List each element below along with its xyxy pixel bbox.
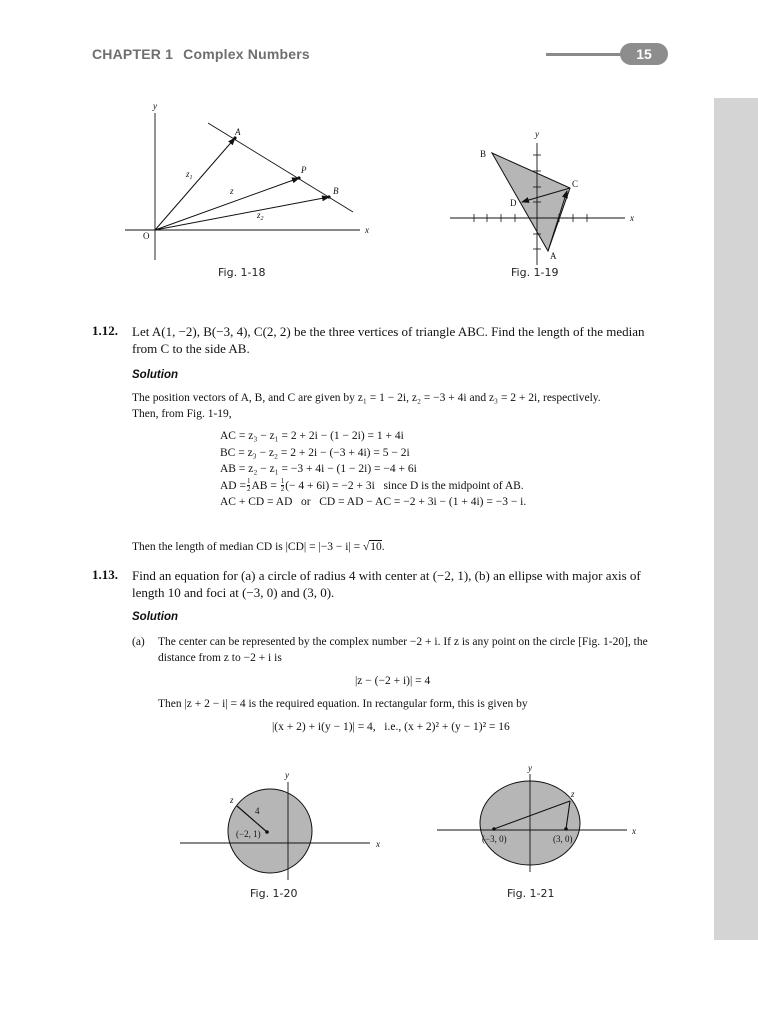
equation-ad: AD = $\frac{1}{2}$ AB = $\frac{1}{2}$ (− 4 + 6i) = −2 + 3i since D is the midpoint of AB. — [220, 477, 524, 494]
svg-text:y: y — [285, 770, 289, 780]
line-ab — [208, 123, 353, 212]
chapter-label: CHAPTER 1 — [92, 46, 174, 62]
side-thumb-tab — [714, 98, 758, 940]
svg-text:x: x — [376, 839, 380, 849]
solution-intro: The position vectors of A, B, and C are given by z₁ = 1 − 2i, z₂ = −3 + 4i and z₃ = 2 + 2i, respectively. Then, from Fig. 1-19, — [132, 392, 601, 420]
svg-text:(−3, 0): (−3, 0) — [482, 834, 507, 844]
fig-1-19-caption: Fig. 1-19 — [511, 266, 559, 279]
svg-text:A: A — [550, 251, 557, 261]
svg-text:(−2, 1): (−2, 1) — [236, 829, 261, 839]
part-a-label: (a) — [132, 636, 145, 648]
vector-z2 — [155, 197, 329, 230]
fig-1-21-caption: Fig. 1-21 — [507, 887, 555, 900]
svg-text:D: D — [510, 198, 517, 208]
part-a-text: The center can be represented by the complex number −2 + i. If z is any point on the circle [Fig. 1-20], the distance from z to −2 + i is — [158, 636, 648, 664]
figure-1-21 — [432, 762, 647, 877]
svg-text:x: x — [365, 225, 369, 235]
solution-label: Solution — [132, 369, 178, 381]
svg-text:x: x — [632, 826, 636, 836]
svg-text:z1: $z_1$ — [186, 169, 193, 181]
median-conclusion: Then the length of median CD is |CD| = |−3 − i| = √10. — [132, 541, 385, 553]
svg-text:B: B — [480, 149, 487, 159]
figure-1-20 — [175, 768, 385, 883]
problem-1-13-statement: Find an equation for (a) a circle of radius 4 with center at (−2, 1), (b) an ellipse with major axis of length 10 and foci at (−3, 0) and (3, 0). — [132, 568, 641, 600]
svg-text:P: P — [301, 165, 307, 175]
part-a-then: Then |z + 2 − i| = 4 is the required equation. In rectangular form, this is given by — [158, 698, 528, 710]
vector-z — [155, 178, 299, 230]
chapter-title: Complex Numbers — [183, 46, 310, 62]
svg-text:y: y — [535, 129, 539, 139]
fig-1-18-caption: Fig. 1-18 — [218, 266, 266, 279]
vector-z1 — [155, 138, 235, 230]
figure-1-19 — [440, 125, 650, 270]
running-header — [92, 46, 310, 62]
circle-rectangular-equation: |(x + 2) + i(y − 1)| = 4, i.e., (x + 2)² + (y − 1)² = 16 — [272, 721, 510, 733]
svg-text:A: A — [235, 127, 241, 137]
solution-label-2: Solution — [132, 611, 178, 623]
page-number: 15 — [620, 43, 668, 65]
svg-text:C: C — [572, 179, 579, 189]
svg-text:O: O — [143, 231, 150, 241]
problem-1-12-statement: Let A(1, −2), B(−3, 4), C(2, 2) be the three vertices of triangle ABC. Find the length of the median from C to the side AB. — [132, 324, 645, 356]
problem-1-12-number: 1.12. — [92, 323, 118, 338]
svg-text:B: B — [333, 186, 339, 196]
svg-text:y: y — [528, 763, 532, 773]
figure-1-18 — [115, 95, 385, 270]
problem-1-13-number: 1.13. — [92, 567, 118, 582]
svg-text:z: z — [230, 186, 234, 196]
svg-text:(3, 0): (3, 0) — [553, 834, 573, 844]
svg-text:x: x — [630, 213, 634, 223]
triangle-abc — [492, 153, 570, 251]
svg-text:4: 4 — [255, 806, 260, 816]
svg-text:z: z — [571, 789, 575, 799]
svg-text:z2: $z_2$ — [257, 210, 264, 222]
svg-text:z: z — [230, 795, 234, 805]
circle-distance-equation: |z − (−2 + i)| = 4 — [355, 675, 431, 687]
svg-text:y: y — [153, 101, 157, 111]
fig-1-20-caption: Fig. 1-20 — [250, 887, 298, 900]
equation-block: AC = z₃ − z₁ = 2 + 2i − (1 − 2i) = 1 + 4i BC = z₃ − z₂ = 2 + 2i − (−3 + 4i) = 5 − 2i AB = z₂ − z₁ = −3 + 4i − (1 − 2i) = −4 + 6i AD = $\frac{1}{2}$ AB = $\frac{1}{2}$ (− 4 + 6i) = −2 + 3i since D is the midpoint of AB. AC + CD = AD or CD = AD − AC = −2 + 3i − (1 + 4i) = −3 − i. — [220, 430, 527, 508]
